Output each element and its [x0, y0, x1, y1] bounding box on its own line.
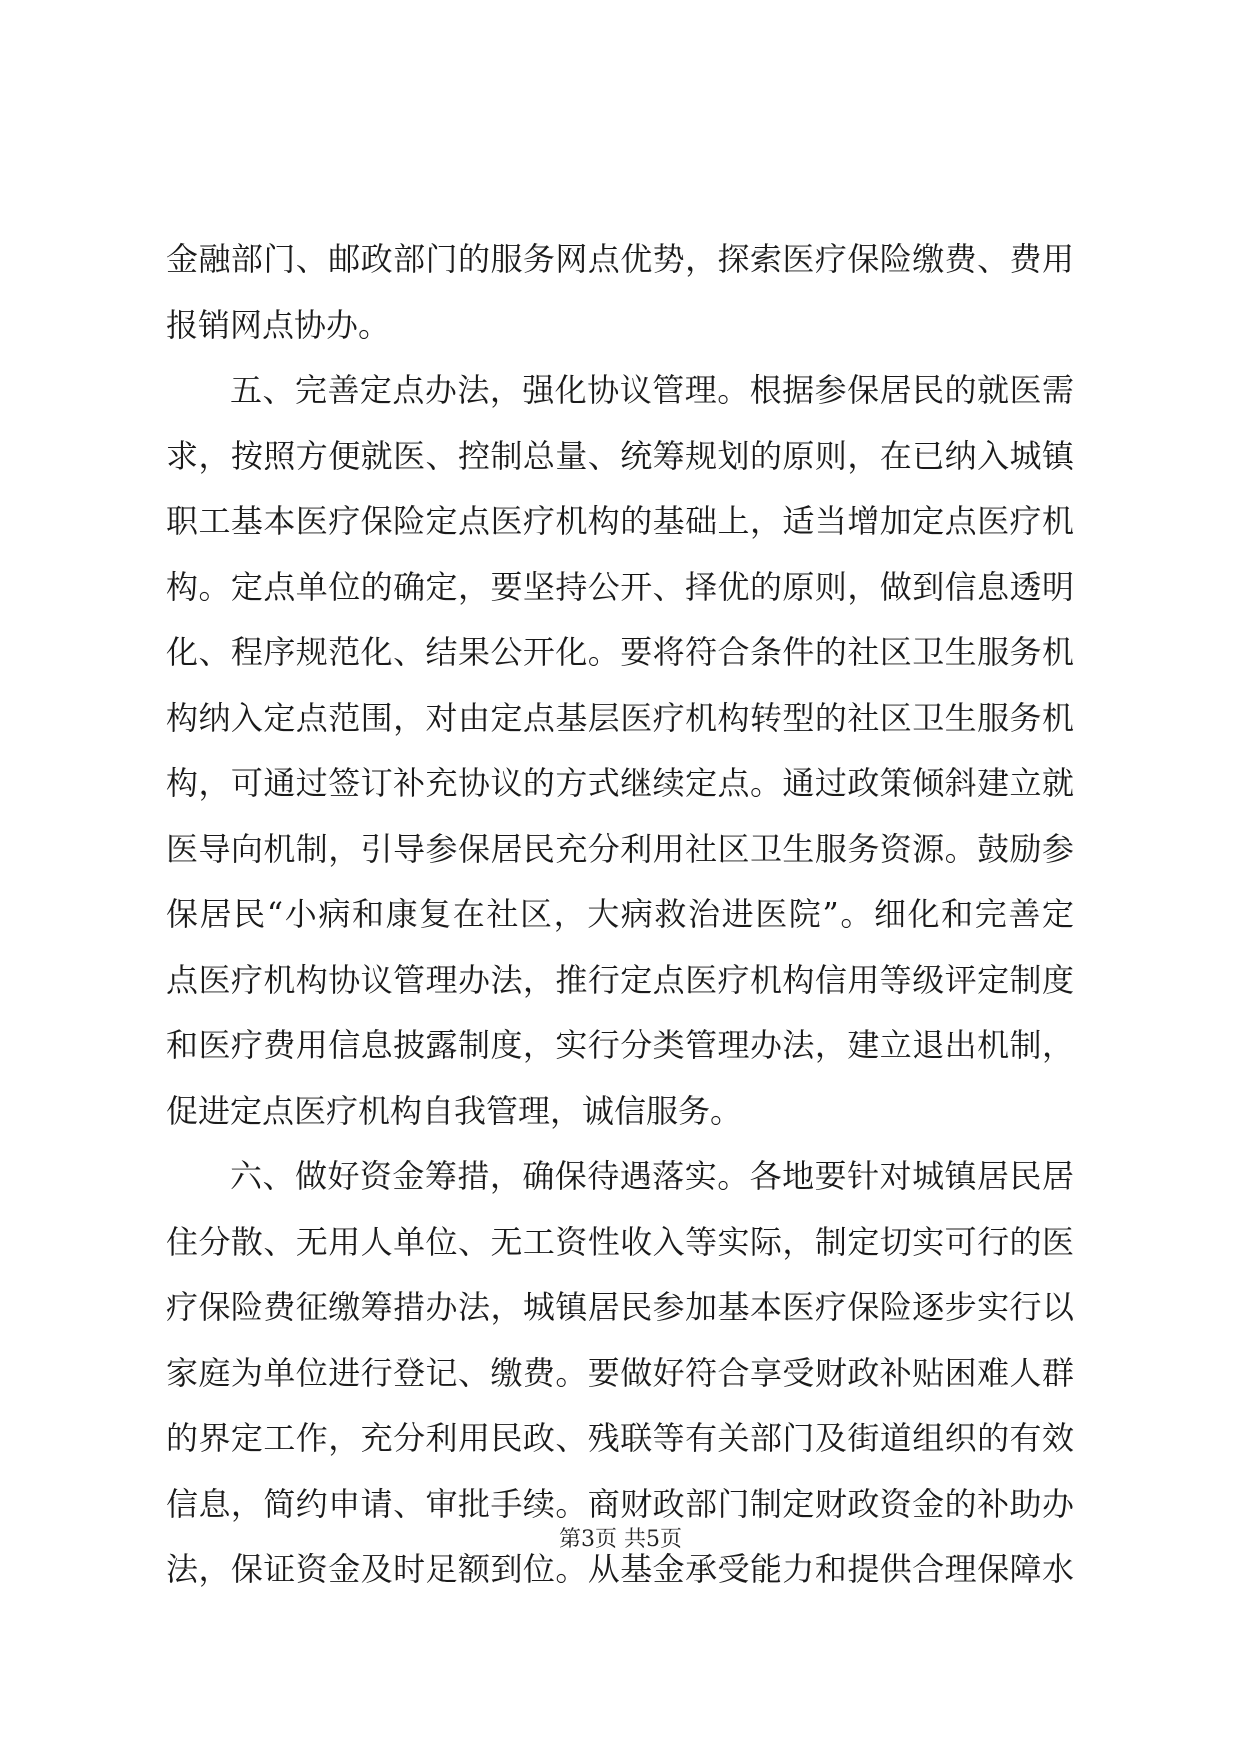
- text-line: 五、完善定点办法，强化协议管理。根据参保居民的就医需: [230, 371, 1074, 409]
- text-line: 和医疗费用信息披露制度，实行分类管理办法，建立退出机制，: [166, 1026, 1074, 1064]
- text-line: 保居民“小病和康复在社区，大病救治进医院”。细化和完善定: [166, 895, 1074, 933]
- text-line: 的界定工作，充分利用民政、残联等有关部门及街道组织的有效: [166, 1419, 1074, 1457]
- text-line: 构，可通过签订补充协议的方式继续定点。通过政策倾斜建立就: [166, 764, 1074, 802]
- text-line: 疗保险费征缴筹措办法，城镇居民参加基本医疗保险逐步实行以: [166, 1288, 1074, 1326]
- text-line: 医导向机制，引导参保居民充分利用社区卫生服务资源。鼓励参: [166, 829, 1074, 868]
- page-footer: 第3页 共5页: [559, 1527, 682, 1552]
- text-line: 家庭为单位进行登记、缴费。要做好符合享受财政补贴困难人群: [166, 1353, 1074, 1392]
- text-line: 金融部门、邮政部门的服务网点优势，探索医疗保险缴费、费用: [166, 240, 1074, 278]
- text-line: 求，按照方便就医、控制总量、统筹规划的原则，在已纳入城镇: [166, 436, 1074, 475]
- document-body: [166, 227, 1074, 1603]
- text-line: 职工基本医疗保险定点医疗机构的基础上，适当增加定点医疗机: [166, 502, 1074, 540]
- text-line: 六、做好资金筹措，确保待遇落实。各地要针对城镇居民居: [230, 1157, 1074, 1195]
- text-line: 法，保证资金及时足额到位。从基金承受能力和提供合理保障水: [166, 1550, 1074, 1588]
- text-line: 报销网点协办。: [166, 305, 391, 344]
- text-line: 住分散、无用人单位、无工资性收入等实际，制定切实可行的医: [166, 1222, 1074, 1261]
- text-line: 化、程序规范化、结果公开化。要将符合条件的社区卫生服务机: [166, 633, 1074, 671]
- text-line: 点医疗机构协议管理办法，推行定点医疗机构信用等级评定制度: [166, 960, 1074, 999]
- text-line: 促进定点医疗机构自我管理，诚信服务。: [166, 1091, 743, 1130]
- text-line: 构纳入定点范围，对由定点基层医疗机构转型的社区卫生服务机: [166, 698, 1074, 737]
- text-line: 构。定点单位的确定，要坚持公开、择优的原则，做到信息透明: [166, 567, 1074, 606]
- text-line: 信息，简约申请、审批手续。商财政部门制定财政资金的补助办: [166, 1484, 1074, 1523]
